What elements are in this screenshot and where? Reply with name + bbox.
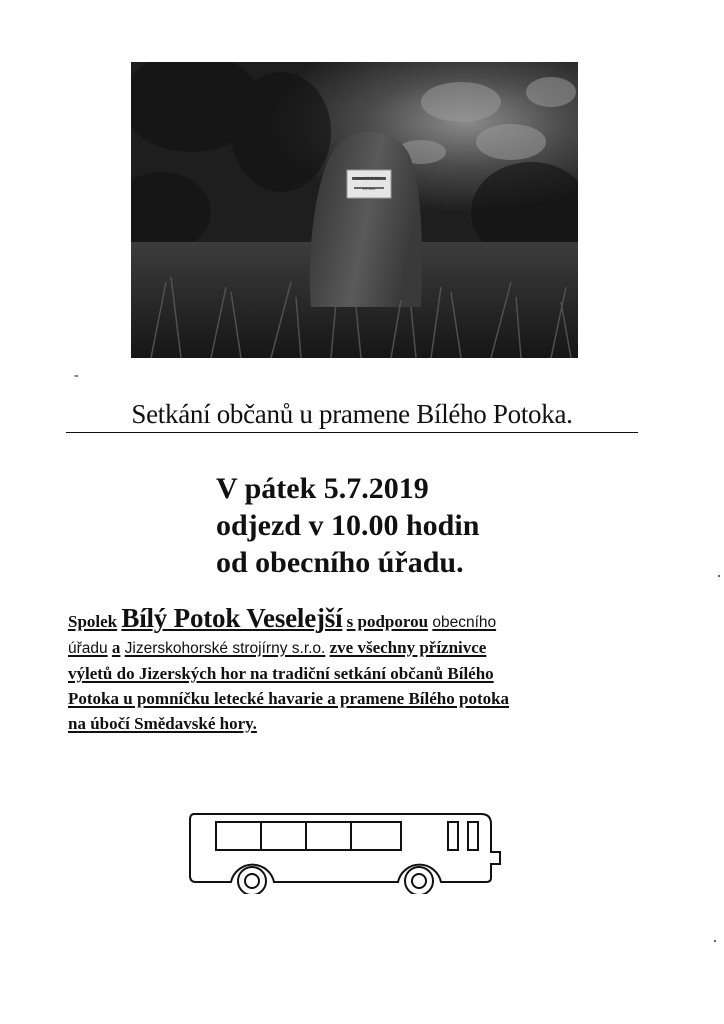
event-place: od obecního úřadu. [216,546,464,579]
invitation-invite: zve všechny příznivce [329,638,487,657]
invitation-and: a [111,638,121,657]
scan-speck [714,940,716,942]
invitation-line-5: na úbočí Smědavské hory. [68,714,257,733]
invitation-office: úřadu [68,640,108,657]
invitation-line-1 [68,603,648,635]
invitation-municipal: obecního [432,614,497,631]
invitation-company: Jizerskohorské strojírny s.r.o. [124,640,326,657]
memorial-stone-photo [131,62,578,358]
event-departure: odjezd v 10.00 hodin [216,509,480,542]
dash-marker: - [74,368,79,383]
page-title: Setkání občanů u pramene Bílého Potoka. [66,398,638,433]
association-name: Bílý Potok Veselejší [121,603,343,633]
invitation-spolek: Spolek [68,612,118,631]
invitation-line-3: výletů do Jizerských hor na tradiční setkání občanů Bílého [68,664,494,683]
event-date: V pátek 5.7.2019 [216,472,429,505]
invitation-line-2 [68,635,648,661]
scan-speck [718,575,720,577]
invitation-line-4: Potoka u pomníčku letecké havarie a pramene Bílého potoka [68,689,510,708]
plaque-text: PRAMENIŠTĚ BÍLÉHO POTOKA [353,176,385,191]
invitation-paragraph [68,603,648,736]
invitation-support: s podporou [346,612,429,631]
bus-icon [186,808,504,894]
event-info [216,470,479,581]
